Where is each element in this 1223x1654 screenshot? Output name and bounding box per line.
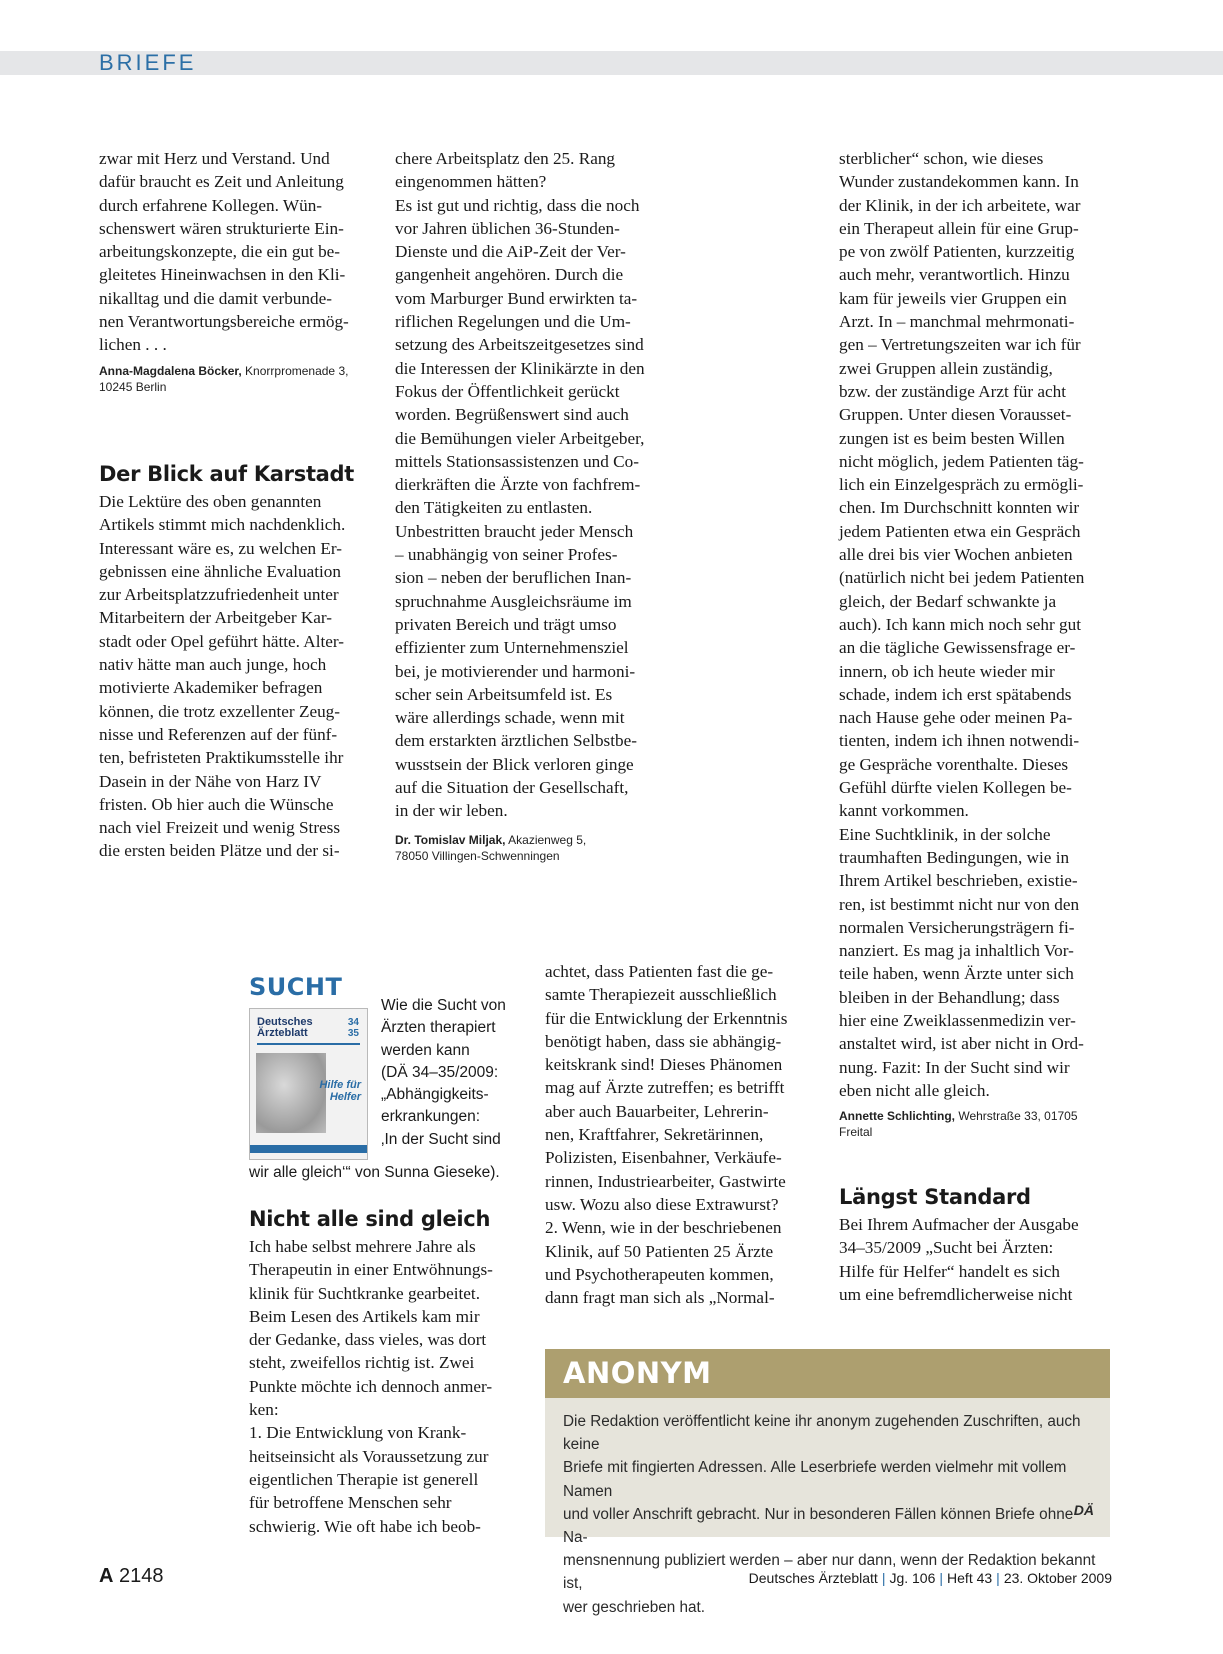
page-number	[99, 1565, 164, 1588]
footer-separator: |	[881, 1570, 886, 1586]
sucht-title: SUCHT	[249, 973, 343, 1001]
footer-separator: |	[996, 1570, 1000, 1586]
letter-signature	[99, 363, 367, 395]
article-body: Ich habe selbst mehrere Jahre als Therapeutin in einer Entwöhnungs- klinik für Suchtkranke gearbeitet. Beim Lesen des Artikels kam mir der Gedanke, dass vieles, was dort steht, zweifellos richtig ist. Zwei Punkte möchte ich dennoch anmer- ken: 1. Die Entwicklung von Krank- heitseinsicht als Voraussetzung zur eigentlichen Therapie ist generell für betroffene Menschen sehr schwierig. Wie oft habe ich beob-	[249, 1237, 493, 1536]
journal-volume: Jg. 106	[889, 1570, 936, 1586]
section-label: BRIEFE	[99, 50, 197, 75]
letter-body: sterblicher“ schon, wie dieses Wunder zustandekommen kann. In der Klinik, in der ich arbeitete, war ein Therapeut allein für eine Grup- pe von zwölf Patienten, kurzzeitig auch mehr, verantwortlich. Hinzu kam für jeweils vier Gruppen ein Arzt. In – manchmal mehrmonati- gen – Vertretungszeiten war ich für zwei Gruppen allein zuständig, bzw. der zuständige Arzt für acht Gruppen. Unter diesen Vorausset- zungen ist es beim besten Willen nicht möglich, jedem Patienten täg- lich ein Einzelgespräch zu ermögli- chen. Im Durchschnitt konnten wir jedem Patienten etwa ein Gespräch alle drei bis vier Wochen anbieten (natürlich nicht bei jedem Patienten gleich, der Bedarf schwankte ja auch). Ich kann mich noch sehr gut an die tägliche Gewissensfrage er- innern, ob ich heute wieder mir schade, indem ich erst spätabends nach Hause gehe oder meinen Pa- tienten, indem ich ihnen notwendi- ge Gespräche vorenthalte. Dieses Gefühl dürfte vielen Kollegen be- kannt vorkommen. Eine Suchtklinik, in der solche traumhaften Bedingungen, wie in Ihrem Artikel beschrieben, existie- ren, ist bestimmt nicht nur von den normalen Versicherungsträgern fi- nanziert. Es mag ja inhaltlich Vor- teile haben, wenn Ärzte unter sich bleiben in der Behandlung; dass hier eine Zweiklassenmedizin ver- anstaltet wird, ist aber nicht in Ord- nung. Fazit: In der Sucht sind wir eben nicht alle gleich.	[839, 149, 1085, 1100]
anonym-header	[545, 1349, 1110, 1398]
article-body: Bei Ihrem Aufmacher der Ausgabe 34–35/2009 „Sucht bei Ärzten: Hilfe für Helfer“ handelt es sich um eine befremdlicherweise nicht	[839, 1215, 1079, 1304]
article-body-continued: achtet, dass Patienten fast die ge- samte Therapiezeit ausschließlich für die Entwicklung der Erkenntnis benötigt haben, dass sie abhängig- keitskrank sind! Dieses Phänomen mag auf Ärzte zutreffen; es betrifft aber auch Bauarbeiter, Lehrerin- nen, Kraftfahrer, Sekretärinnen, Polizisten, Eisenbahner, Verkäufe- rinnen, Industriearbeiter, Gastwirte usw. Wozu also diese Extrawurst? 2. Wenn, wie in der beschriebenen Klinik, auf 50 Patienten 25 Ärzte und Psychotherapeuten kommen, dann fragt man sich als „Normal-	[545, 962, 788, 1308]
journal-issue: Heft 43	[947, 1570, 993, 1586]
letter-continuation: zwar mit Herz und Verstand. Und dafür braucht es Zeit und Anleitung durch erfahrene Kollegen. Wün- schenswert wären strukturierte Ein- arbeitungskonzepte, die ein gut be- gleitetes Hineinwachsen in den Kli- nikalltag und die damit verbunde- nen Verantwortungsbereiche ermög- lichen . . .	[99, 149, 349, 355]
cover-masthead: Deutsches Ärzteblatt	[257, 1016, 313, 1039]
column-1	[99, 147, 367, 395]
article-title: Längst Standard	[839, 1185, 1031, 1209]
letter-signature	[839, 1108, 1111, 1140]
magazine-cover-image	[249, 1008, 368, 1160]
sucht-caption: Wie die Sucht von Ärzten therapiert werden kann (DÄ 34–35/2009: „Abhängigkeits- erkrankungen: ‚In der Sucht sind	[381, 997, 506, 1148]
article-standard	[839, 1183, 1111, 1306]
journal-name: Deutsches Ärzteblatt	[748, 1570, 878, 1586]
signature-address: Wehrstraße 33, 01705 Freital	[839, 1109, 1078, 1140]
signature-name: Dr. Tomislav Miljak,	[395, 832, 506, 847]
article-title: Nicht alle sind gleich	[249, 1207, 491, 1231]
cover-issue: 34 35	[347, 1017, 359, 1039]
page-prefix: A	[99, 1565, 114, 1587]
anonym-title: ANONYM	[563, 1356, 712, 1390]
article-continuation	[545, 960, 830, 1309]
column-2	[395, 147, 670, 864]
cover-headline: Hilfe für Helfer	[319, 1079, 361, 1103]
journal-footer	[749, 1570, 1112, 1586]
letter-body: chere Arbeitsplatz den 25. Rang eingenommen hätten? Es ist gut und richtig, dass die noch vor Jahren üblichen 36-Stunden- Dienste und die AiP-Zeit der Ver- gangenheit angehören. Durch die vom Marburger Bund erwirkten ta- riflichen Regelungen und die Um- setzung des Arbeitszeitgesetzes sind die Interessen der Klinikärzte in den Fokus der Öffentlichkeit gerückt worden. Begrüßenswert sind auch die Bemühungen vieler Arbeitgeber, mittels Stationsassistenzen und Co- dierkräften die Ärzte von fachfrem- den Tätigkeiten zu entlasten. Unbestritten braucht jeder Mensch – unabhängig von seiner Profes- sion – neben der beruflichen Inan- spruchnahme Ausgleichsräume im privaten Bereich und trägt umso effizienter zum Unternehmensziel bei, je motivierender und harmoni- scher sein Arbeitsumfeld ist. Es wäre allerdings schade, wenn mit dem erstarkten ärztlichen Selbstbe- wusstsein der Blick verloren ginge auf die Situation der Gesellschaft, in der wir leben.	[395, 149, 645, 821]
article-title: Der Blick auf Karstadt	[99, 462, 355, 486]
cover-footer-band	[250, 1145, 367, 1153]
signature-address: Akazienweg 5, 78050 Villingen-Schwenningen	[395, 832, 587, 863]
footer-separator: |	[939, 1570, 944, 1586]
cover-rule	[257, 1043, 360, 1045]
anonym-text: Die Redaktion veröffentlicht keine ihr anonym zugehenden Zuschriften, auch keine Briefe mit fingierten Adressen. Alle Leserbriefe werden vielmehr mit vollem Namen und voller Anschrift gebracht. Nur in besonderen Fällen können Briefe ohne Na- mensnennung publiziert werden – aber nur dann, wenn der Redaktion bekannt ist, wer geschrieben hat.	[563, 1413, 1096, 1616]
anonym-sign: DÄ	[1073, 1502, 1094, 1518]
article-nicht-alle-gleich	[249, 1205, 529, 1538]
article-body: Die Lektüre des oben genannten Artikels stimmt mich nachdenklich. Interessant wäre es, zu welchen Er- gebnissen eine ähnliche Evaluation zur Arbeitsplatzzufriedenheit unter Mitarbeitern der Arbeitgeber Kar- stadt oder Opel geführt hätte. Alter- nativ hätte man auch junge, hoch motivierte Akademiker befragen können, die trotz exzellenter Zeug- nisse und Referenzen auf der fünf- ten, befristeten Praktikumsstelle ihr Dasein in der Nähe von Harz IV fristen. Ob hier auch die Wünsche nach viel Freizeit und wenig Stress die ersten beiden Plätze und der si-	[99, 492, 346, 861]
letter-signature	[395, 832, 670, 864]
article-karstadt	[99, 460, 367, 863]
signature-address: Knorrpromenade 3, 10245 Berlin	[99, 363, 349, 394]
column-3	[839, 147, 1111, 1140]
journal-date: 23. Oktober 2009	[1003, 1570, 1112, 1586]
signature-name: Anna-Magdalena Böcker,	[99, 363, 242, 378]
sucht-caption-end: wir alle gleich‘“ von Sunna Gieseke).	[249, 1164, 500, 1181]
page-number-value: 2148	[119, 1565, 164, 1587]
signature-name: Annette Schlichting,	[839, 1109, 956, 1124]
